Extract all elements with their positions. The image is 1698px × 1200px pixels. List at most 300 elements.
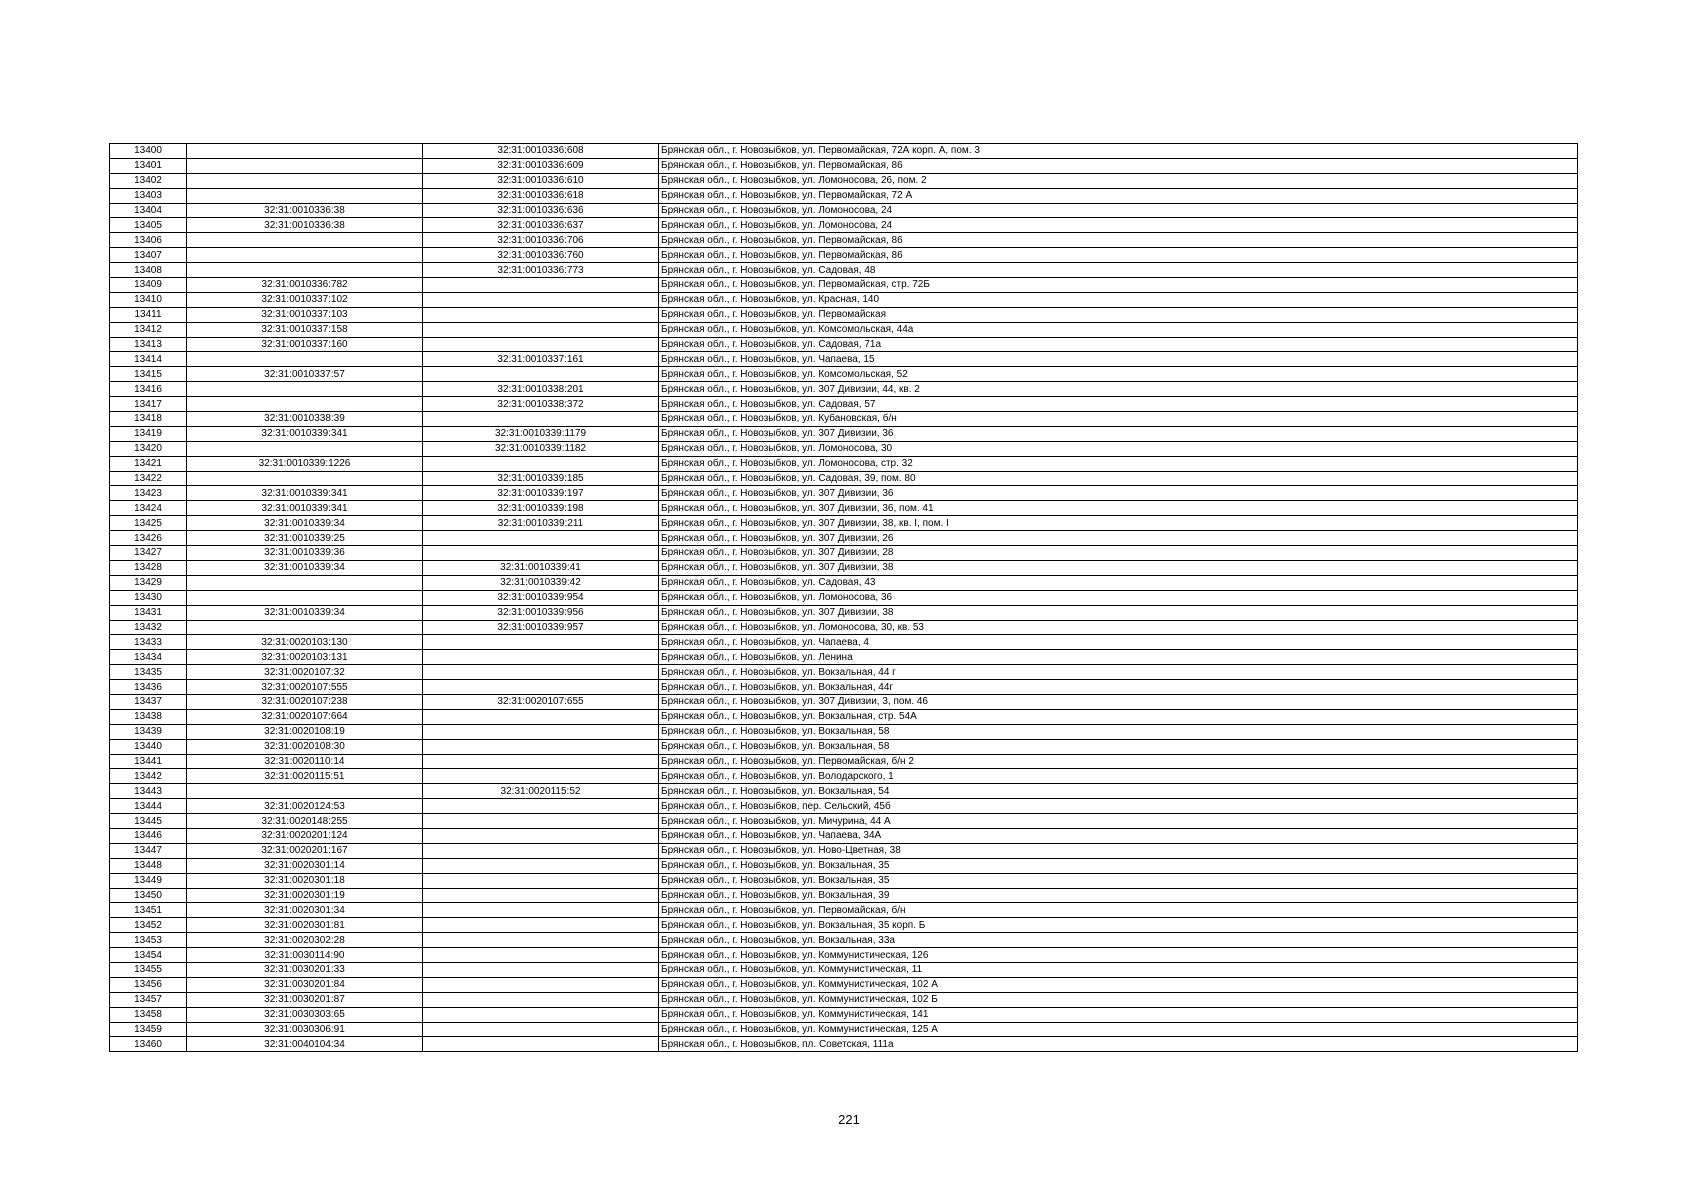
address-cell: Брянская обл., г. Новозыбков, ул. Первомайская, стр. 72Б bbox=[659, 278, 1578, 293]
address-cell: Брянская обл., г. Новозыбков, ул. Первомайская bbox=[659, 307, 1578, 322]
row-number-cell: 13421 bbox=[110, 456, 187, 471]
address-cell: Брянская обл., г. Новозыбков, ул. Вокзальная, 44 г bbox=[659, 665, 1578, 680]
object-cadastral-number-cell bbox=[423, 367, 659, 382]
cadastral-number-cell bbox=[187, 233, 423, 248]
cadastral-number-cell: 32:31:0010336:38 bbox=[187, 218, 423, 233]
cadastral-number-cell bbox=[187, 471, 423, 486]
address-cell: Брянская обл., г. Новозыбков, ул. Комсомольская, 44а bbox=[659, 322, 1578, 337]
cadastral-number-cell: 32:31:0020103:131 bbox=[187, 650, 423, 665]
object-cadastral-number-cell bbox=[423, 650, 659, 665]
table-row bbox=[110, 680, 1578, 695]
table-row bbox=[110, 531, 1578, 546]
cadastral-number-cell: 32:31:0020148:255 bbox=[187, 814, 423, 829]
table-row bbox=[110, 962, 1578, 977]
row-number-cell: 13455 bbox=[110, 962, 187, 977]
address-cell: Брянская обл., г. Новозыбков, ул. 307 Дивизии, 38, кв. I, пом. I bbox=[659, 516, 1578, 531]
row-number-cell: 13414 bbox=[110, 352, 187, 367]
object-cadastral-number-cell: 32:31:0010336:609 bbox=[423, 158, 659, 173]
address-cell: Брянская обл., г. Новозыбков, ул. Ломоносова, 24 bbox=[659, 203, 1578, 218]
table-row bbox=[110, 441, 1578, 456]
row-number-cell: 13448 bbox=[110, 858, 187, 873]
cadastral-number-cell: 32:31:0020301:34 bbox=[187, 903, 423, 918]
cadastral-number-cell: 32:31:0010339:1226 bbox=[187, 456, 423, 471]
address-cell: Брянская обл., г. Новозыбков, ул. Ново-Цветная, 38 bbox=[659, 843, 1578, 858]
cadastral-number-cell: 32:31:0010337:158 bbox=[187, 322, 423, 337]
address-cell: Брянская обл., г. Новозыбков, ул. 307 Дивизии, 36, пом. 41 bbox=[659, 501, 1578, 516]
address-cell: Брянская обл., г. Новозыбков, ул. Первомайская, 72А корп. А, пом. 3 bbox=[659, 144, 1578, 159]
table-row bbox=[110, 977, 1578, 992]
cadastral-number-cell: 32:31:0010339:341 bbox=[187, 486, 423, 501]
address-cell: Брянская обл., г. Новозыбков, ул. Вокзальная, 35 bbox=[659, 873, 1578, 888]
row-number-cell: 13410 bbox=[110, 292, 187, 307]
address-cell: Брянская обл., г. Новозыбков, ул. Первомайская, б/н 2 bbox=[659, 754, 1578, 769]
cadastral-number-cell bbox=[187, 144, 423, 159]
row-number-cell: 13416 bbox=[110, 382, 187, 397]
table-row bbox=[110, 724, 1578, 739]
object-cadastral-number-cell bbox=[423, 307, 659, 322]
cadastral-number-cell bbox=[187, 784, 423, 799]
object-cadastral-number-cell: 32:31:0010339:185 bbox=[423, 471, 659, 486]
address-cell: Брянская обл., г. Новозыбков, ул. Ломоносова, стр. 32 bbox=[659, 456, 1578, 471]
cadastral-number-cell: 32:31:0020301:14 bbox=[187, 858, 423, 873]
object-cadastral-number-cell bbox=[423, 546, 659, 561]
cadastral-number-cell: 32:31:0010336:782 bbox=[187, 278, 423, 293]
table-row bbox=[110, 263, 1578, 278]
row-number-cell: 13430 bbox=[110, 590, 187, 605]
address-cell: Брянская обл., г. Новозыбков, ул. Коммунистическая, 11 bbox=[659, 962, 1578, 977]
table-row bbox=[110, 992, 1578, 1007]
address-cell: Брянская обл., г. Новозыбков, ул. Коммунистическая, 126 bbox=[659, 948, 1578, 963]
cadastral-number-cell: 32:31:0020108:19 bbox=[187, 724, 423, 739]
address-cell: Брянская обл., г. Новозыбков, ул. 307 Дивизии, 38 bbox=[659, 560, 1578, 575]
row-number-cell: 13459 bbox=[110, 1022, 187, 1037]
object-cadastral-number-cell bbox=[423, 278, 659, 293]
table-row bbox=[110, 1007, 1578, 1022]
cadastral-number-cell: 32:31:0020201:167 bbox=[187, 843, 423, 858]
table-row bbox=[110, 560, 1578, 575]
row-number-cell: 13433 bbox=[110, 635, 187, 650]
object-cadastral-number-cell bbox=[423, 739, 659, 754]
address-cell: Брянская обл., г. Новозыбков, ул. Первомайская, 86 bbox=[659, 248, 1578, 263]
cadastral-number-cell: 32:31:0020107:664 bbox=[187, 709, 423, 724]
object-cadastral-number-cell: 32:31:0010339:956 bbox=[423, 605, 659, 620]
object-cadastral-number-cell: 32:31:0010339:197 bbox=[423, 486, 659, 501]
cadastral-number-cell: 32:31:0030201:87 bbox=[187, 992, 423, 1007]
table-row bbox=[110, 218, 1578, 233]
object-cadastral-number-cell: 32:31:0010339:1182 bbox=[423, 441, 659, 456]
row-number-cell: 13420 bbox=[110, 441, 187, 456]
address-cell: Брянская обл., г. Новозыбков, ул. Ломоносова, 36 bbox=[659, 590, 1578, 605]
object-cadastral-number-cell bbox=[423, 337, 659, 352]
cadastral-number-cell: 32:31:0010339:341 bbox=[187, 426, 423, 441]
object-cadastral-number-cell bbox=[423, 665, 659, 680]
row-number-cell: 13451 bbox=[110, 903, 187, 918]
cadastral-number-cell: 32:31:0010338:39 bbox=[187, 412, 423, 427]
address-cell: Брянская обл., г. Новозыбков, ул. Вокзальная, 35 корп. Б bbox=[659, 918, 1578, 933]
row-number-cell: 13408 bbox=[110, 263, 187, 278]
cadastral-number-cell: 32:31:0020201:124 bbox=[187, 828, 423, 843]
object-cadastral-number-cell bbox=[423, 322, 659, 337]
table-row bbox=[110, 292, 1578, 307]
cadastral-number-cell: 32:31:0020115:51 bbox=[187, 769, 423, 784]
cadastral-number-cell: 32:31:0020110:14 bbox=[187, 754, 423, 769]
address-cell: Брянская обл., г. Новозыбков, ул. Коммунистическая, 125 А bbox=[659, 1022, 1578, 1037]
cadastral-number-cell: 32:31:0040104:34 bbox=[187, 1037, 423, 1052]
cadastral-number-cell bbox=[187, 575, 423, 590]
object-cadastral-number-cell: 32:31:0010339:957 bbox=[423, 620, 659, 635]
table-row bbox=[110, 918, 1578, 933]
cadastral-number-cell: 32:31:0020108:30 bbox=[187, 739, 423, 754]
object-cadastral-number-cell: 32:31:0010336:618 bbox=[423, 188, 659, 203]
row-number-cell: 13417 bbox=[110, 397, 187, 412]
row-number-cell: 13401 bbox=[110, 158, 187, 173]
row-number-cell: 13450 bbox=[110, 888, 187, 903]
row-number-cell: 13411 bbox=[110, 307, 187, 322]
row-number-cell: 13404 bbox=[110, 203, 187, 218]
table-row bbox=[110, 158, 1578, 173]
address-cell: Брянская обл., г. Новозыбков, ул. Первомайская, 86 bbox=[659, 233, 1578, 248]
address-cell: Брянская обл., г. Новозыбков, ул. Первомайская, 86 bbox=[659, 158, 1578, 173]
address-cell: Брянская обл., г. Новозыбков, ул. Вокзальная, 54 bbox=[659, 784, 1578, 799]
object-cadastral-number-cell: 32:31:0010339:211 bbox=[423, 516, 659, 531]
row-number-cell: 13456 bbox=[110, 977, 187, 992]
cadastral-number-cell: 32:31:0020302:28 bbox=[187, 933, 423, 948]
table-row bbox=[110, 635, 1578, 650]
object-cadastral-number-cell bbox=[423, 680, 659, 695]
address-cell: Брянская обл., г. Новозыбков, ул. Садовая, 39, пом. 80 bbox=[659, 471, 1578, 486]
table-row bbox=[110, 382, 1578, 397]
address-cell: Брянская обл., г. Новозыбков, ул. Ленина bbox=[659, 650, 1578, 665]
object-cadastral-number-cell bbox=[423, 903, 659, 918]
row-number-cell: 13419 bbox=[110, 426, 187, 441]
object-cadastral-number-cell: 32:31:0010339:954 bbox=[423, 590, 659, 605]
table-row bbox=[110, 933, 1578, 948]
address-cell: Брянская обл., г. Новозыбков, ул. Мичурина, 44 А bbox=[659, 814, 1578, 829]
table-row bbox=[110, 754, 1578, 769]
cadastral-number-cell bbox=[187, 173, 423, 188]
address-cell: Брянская обл., г. Новозыбков, ул. Вокзальная, 33а bbox=[659, 933, 1578, 948]
row-number-cell: 13412 bbox=[110, 322, 187, 337]
object-cadastral-number-cell bbox=[423, 709, 659, 724]
object-cadastral-number-cell: 32:31:0020107:655 bbox=[423, 694, 659, 709]
address-cell: Брянская обл., г. Новозыбков, ул. 307 Дивизии, 36 bbox=[659, 486, 1578, 501]
cadastral-number-cell: 32:31:0020124:53 bbox=[187, 799, 423, 814]
object-cadastral-number-cell bbox=[423, 858, 659, 873]
cadastral-number-cell: 32:31:0030306:91 bbox=[187, 1022, 423, 1037]
cadastral-number-cell: 32:31:0030114:90 bbox=[187, 948, 423, 963]
row-number-cell: 13449 bbox=[110, 873, 187, 888]
table-row bbox=[110, 828, 1578, 843]
table-row bbox=[110, 650, 1578, 665]
table-row bbox=[110, 784, 1578, 799]
row-number-cell: 13445 bbox=[110, 814, 187, 829]
cadastral-number-cell: 32:31:0010337:160 bbox=[187, 337, 423, 352]
cadastral-number-cell: 32:31:0020301:18 bbox=[187, 873, 423, 888]
row-number-cell: 13454 bbox=[110, 948, 187, 963]
address-cell: Брянская обл., г. Новозыбков, ул. Кубановская, б/н bbox=[659, 412, 1578, 427]
address-cell: Брянская обл., г. Новозыбков, ул. Ломоносова, 24 bbox=[659, 218, 1578, 233]
table-row bbox=[110, 397, 1578, 412]
row-number-cell: 13457 bbox=[110, 992, 187, 1007]
address-cell: Брянская обл., г. Новозыбков, ул. Володарского, 1 bbox=[659, 769, 1578, 784]
table-row bbox=[110, 352, 1578, 367]
table-row bbox=[110, 575, 1578, 590]
address-cell: Брянская обл., г. Новозыбков, ул. Вокзальная, 39 bbox=[659, 888, 1578, 903]
object-cadastral-number-cell bbox=[423, 843, 659, 858]
table-row bbox=[110, 814, 1578, 829]
row-number-cell: 13458 bbox=[110, 1007, 187, 1022]
cadastral-number-cell: 32:31:0010339:34 bbox=[187, 560, 423, 575]
object-cadastral-number-cell: 32:31:0010339:198 bbox=[423, 501, 659, 516]
object-cadastral-number-cell bbox=[423, 828, 659, 843]
row-number-cell: 13436 bbox=[110, 680, 187, 695]
object-cadastral-number-cell: 32:31:0010338:201 bbox=[423, 382, 659, 397]
row-number-cell: 13409 bbox=[110, 278, 187, 293]
cadastral-number-cell: 32:31:0020301:19 bbox=[187, 888, 423, 903]
object-cadastral-number-cell bbox=[423, 814, 659, 829]
table-row bbox=[110, 307, 1578, 322]
table-row bbox=[110, 1037, 1578, 1052]
table-row bbox=[110, 412, 1578, 427]
cadastral-number-cell bbox=[187, 620, 423, 635]
cadastral-number-cell bbox=[187, 352, 423, 367]
object-cadastral-number-cell bbox=[423, 992, 659, 1007]
address-cell: Брянская обл., г. Новозыбков, ул. 307 Дивизии, 26 bbox=[659, 531, 1578, 546]
object-cadastral-number-cell bbox=[423, 918, 659, 933]
cadastral-number-cell: 32:31:0020107:555 bbox=[187, 680, 423, 695]
cadastral-number-cell: 32:31:0030201:33 bbox=[187, 962, 423, 977]
row-number-cell: 13440 bbox=[110, 739, 187, 754]
row-number-cell: 13413 bbox=[110, 337, 187, 352]
row-number-cell: 13418 bbox=[110, 412, 187, 427]
table-row bbox=[110, 426, 1578, 441]
cadastral-number-cell: 32:31:0010339:341 bbox=[187, 501, 423, 516]
row-number-cell: 13415 bbox=[110, 367, 187, 382]
cadastral-number-cell: 32:31:0020103:130 bbox=[187, 635, 423, 650]
cadastral-number-cell bbox=[187, 397, 423, 412]
cadastral-number-cell bbox=[187, 382, 423, 397]
object-cadastral-number-cell bbox=[423, 635, 659, 650]
table-row bbox=[110, 173, 1578, 188]
cadastral-number-cell bbox=[187, 158, 423, 173]
address-cell: Брянская обл., г. Новозыбков, ул. Садовая, 43 bbox=[659, 575, 1578, 590]
cadastral-number-cell: 32:31:0010337:102 bbox=[187, 292, 423, 307]
address-cell: Брянская обл., г. Новозыбков, ул. Первомайская, 72 А bbox=[659, 188, 1578, 203]
object-cadastral-number-cell: 32:31:0010336:760 bbox=[423, 248, 659, 263]
cadastral-number-cell: 32:31:0010337:57 bbox=[187, 367, 423, 382]
cadastral-number-cell: 32:31:0030303:65 bbox=[187, 1007, 423, 1022]
table-row bbox=[110, 709, 1578, 724]
row-number-cell: 13428 bbox=[110, 560, 187, 575]
table-row bbox=[110, 873, 1578, 888]
table-row bbox=[110, 248, 1578, 263]
object-cadastral-number-cell: 32:31:0010339:42 bbox=[423, 575, 659, 590]
table-row bbox=[110, 471, 1578, 486]
object-cadastral-number-cell bbox=[423, 1007, 659, 1022]
address-cell: Брянская обл., г. Новозыбков, ул. Вокзальная, 58 bbox=[659, 739, 1578, 754]
object-cadastral-number-cell bbox=[423, 977, 659, 992]
address-cell: Брянская обл., г. Новозыбков, ул. Вокзальная, стр. 54А bbox=[659, 709, 1578, 724]
object-cadastral-number-cell bbox=[423, 799, 659, 814]
address-cell: Брянская обл., г. Новозыбков, ул. Садовая, 71а bbox=[659, 337, 1578, 352]
address-cell: Брянская обл., г. Новозыбков, ул. Комсомольская, 52 bbox=[659, 367, 1578, 382]
address-cell: Брянская обл., г. Новозыбков, ул. 307 Дивизии, 36 bbox=[659, 426, 1578, 441]
cadastral-number-cell: 32:31:0010339:36 bbox=[187, 546, 423, 561]
table-row bbox=[110, 843, 1578, 858]
table-row bbox=[110, 546, 1578, 561]
table-row bbox=[110, 903, 1578, 918]
cadastral-number-cell: 32:31:0010337:103 bbox=[187, 307, 423, 322]
object-cadastral-number-cell: 32:31:0010338:372 bbox=[423, 397, 659, 412]
page-number: 221 bbox=[838, 1112, 860, 1127]
cadastral-number-cell bbox=[187, 188, 423, 203]
row-number-cell: 13439 bbox=[110, 724, 187, 739]
address-cell: Брянская обл., г. Новозыбков, ул. Ломоносова, 30 bbox=[659, 441, 1578, 456]
row-number-cell: 13446 bbox=[110, 828, 187, 843]
cadastral-table bbox=[109, 143, 1578, 1052]
address-cell: Брянская обл., г. Новозыбков, ул. Вокзальная, 44г bbox=[659, 680, 1578, 695]
address-cell: Брянская обл., г. Новозыбков, ул. Вокзальная, 58 bbox=[659, 724, 1578, 739]
table-body bbox=[110, 144, 1578, 1052]
table-row bbox=[110, 203, 1578, 218]
object-cadastral-number-cell: 32:31:0010336:706 bbox=[423, 233, 659, 248]
table-row bbox=[110, 858, 1578, 873]
table-row bbox=[110, 501, 1578, 516]
object-cadastral-number-cell: 32:31:0010336:610 bbox=[423, 173, 659, 188]
cadastral-number-cell: 32:31:0010336:38 bbox=[187, 203, 423, 218]
table-row bbox=[110, 665, 1578, 680]
address-cell: Брянская обл., г. Новозыбков, ул. 307 Дивизии, 3, пом. 46 bbox=[659, 694, 1578, 709]
table-row bbox=[110, 516, 1578, 531]
row-number-cell: 13447 bbox=[110, 843, 187, 858]
row-number-cell: 13452 bbox=[110, 918, 187, 933]
address-cell: Брянская обл., г. Новозыбков, ул. Ломоносова, 30, кв. 53 bbox=[659, 620, 1578, 635]
row-number-cell: 13427 bbox=[110, 546, 187, 561]
table-row bbox=[110, 456, 1578, 471]
cadastral-number-cell: 32:31:0020107:238 bbox=[187, 694, 423, 709]
table-row bbox=[110, 322, 1578, 337]
object-cadastral-number-cell bbox=[423, 1022, 659, 1037]
cadastral-number-cell: 32:31:0030201:84 bbox=[187, 977, 423, 992]
table-row bbox=[110, 799, 1578, 814]
address-cell: Брянская обл., г. Новозыбков, ул. Чапаева, 4 bbox=[659, 635, 1578, 650]
cadastral-number-cell: 32:31:0010339:25 bbox=[187, 531, 423, 546]
row-number-cell: 13443 bbox=[110, 784, 187, 799]
cadastral-number-cell: 32:31:0020107:32 bbox=[187, 665, 423, 680]
row-number-cell: 13435 bbox=[110, 665, 187, 680]
row-number-cell: 13453 bbox=[110, 933, 187, 948]
table-row bbox=[110, 739, 1578, 754]
object-cadastral-number-cell bbox=[423, 873, 659, 888]
table-row bbox=[110, 188, 1578, 203]
object-cadastral-number-cell: 32:31:0010336:637 bbox=[423, 218, 659, 233]
row-number-cell: 13437 bbox=[110, 694, 187, 709]
cadastral-number-cell bbox=[187, 248, 423, 263]
row-number-cell: 13422 bbox=[110, 471, 187, 486]
object-cadastral-number-cell: 32:31:0020115:52 bbox=[423, 784, 659, 799]
object-cadastral-number-cell bbox=[423, 531, 659, 546]
row-number-cell: 13434 bbox=[110, 650, 187, 665]
table-row bbox=[110, 144, 1578, 159]
object-cadastral-number-cell bbox=[423, 948, 659, 963]
table-row bbox=[110, 486, 1578, 501]
object-cadastral-number-cell bbox=[423, 1037, 659, 1052]
address-cell: Брянская обл., г. Новозыбков, пер. Сельский, 45б bbox=[659, 799, 1578, 814]
row-number-cell: 13423 bbox=[110, 486, 187, 501]
row-number-cell: 13405 bbox=[110, 218, 187, 233]
object-cadastral-number-cell bbox=[423, 933, 659, 948]
table-row bbox=[110, 590, 1578, 605]
row-number-cell: 13402 bbox=[110, 173, 187, 188]
row-number-cell: 13460 bbox=[110, 1037, 187, 1052]
address-cell: Брянская обл., г. Новозыбков, ул. Ломоносова, 26, пом. 2 bbox=[659, 173, 1578, 188]
object-cadastral-number-cell: 32:31:0010339:41 bbox=[423, 560, 659, 575]
object-cadastral-number-cell: 32:31:0010336:773 bbox=[423, 263, 659, 278]
row-number-cell: 13406 bbox=[110, 233, 187, 248]
row-number-cell: 13424 bbox=[110, 501, 187, 516]
object-cadastral-number-cell bbox=[423, 292, 659, 307]
address-cell: Брянская обл., г. Новозыбков, ул. Красная, 140 bbox=[659, 292, 1578, 307]
cadastral-number-cell bbox=[187, 263, 423, 278]
cadastral-number-cell: 32:31:0020301:81 bbox=[187, 918, 423, 933]
row-number-cell: 13426 bbox=[110, 531, 187, 546]
row-number-cell: 13429 bbox=[110, 575, 187, 590]
cadastral-number-cell bbox=[187, 441, 423, 456]
object-cadastral-number-cell bbox=[423, 724, 659, 739]
address-cell: Брянская обл., г. Новозыбков, ул. 307 Дивизии, 44, кв. 2 bbox=[659, 382, 1578, 397]
address-cell: Брянская обл., г. Новозыбков, ул. Садовая, 57 bbox=[659, 397, 1578, 412]
row-number-cell: 13441 bbox=[110, 754, 187, 769]
table-row bbox=[110, 694, 1578, 709]
address-cell: Брянская обл., г. Новозыбков, ул. 307 Дивизии, 28 bbox=[659, 546, 1578, 561]
table-row bbox=[110, 1022, 1578, 1037]
table-row bbox=[110, 620, 1578, 635]
row-number-cell: 13431 bbox=[110, 605, 187, 620]
object-cadastral-number-cell: 32:31:0010337:161 bbox=[423, 352, 659, 367]
cadastral-number-cell bbox=[187, 590, 423, 605]
table-row bbox=[110, 769, 1578, 784]
row-number-cell: 13403 bbox=[110, 188, 187, 203]
row-number-cell: 13438 bbox=[110, 709, 187, 724]
object-cadastral-number-cell: 32:31:0010339:1179 bbox=[423, 426, 659, 441]
cadastral-number-cell: 32:31:0010339:34 bbox=[187, 605, 423, 620]
address-cell: Брянская обл., г. Новозыбков, ул. Коммунистическая, 141 bbox=[659, 1007, 1578, 1022]
address-cell: Брянская обл., г. Новозыбков, ул. Вокзальная, 35 bbox=[659, 858, 1578, 873]
object-cadastral-number-cell bbox=[423, 412, 659, 427]
object-cadastral-number-cell bbox=[423, 962, 659, 977]
table-row bbox=[110, 337, 1578, 352]
address-cell: Брянская обл., г. Новозыбков, ул. Первомайская, б/н bbox=[659, 903, 1578, 918]
address-cell: Брянская обл., г. Новозыбков, пл. Советская, 111а bbox=[659, 1037, 1578, 1052]
object-cadastral-number-cell bbox=[423, 456, 659, 471]
table-row bbox=[110, 948, 1578, 963]
row-number-cell: 13400 bbox=[110, 144, 187, 159]
object-cadastral-number-cell bbox=[423, 769, 659, 784]
address-cell: Брянская обл., г. Новозыбков, ул. Коммунистическая, 102 А bbox=[659, 977, 1578, 992]
object-cadastral-number-cell bbox=[423, 888, 659, 903]
row-number-cell: 13432 bbox=[110, 620, 187, 635]
address-cell: Брянская обл., г. Новозыбков, ул. Коммунистическая, 102 Б bbox=[659, 992, 1578, 1007]
object-cadastral-number-cell bbox=[423, 754, 659, 769]
address-cell: Брянская обл., г. Новозыбков, ул. Чапаева, 34А bbox=[659, 828, 1578, 843]
table-row bbox=[110, 278, 1578, 293]
address-cell: Брянская обл., г. Новозыбков, ул. Садовая, 48 bbox=[659, 263, 1578, 278]
row-number-cell: 13425 bbox=[110, 516, 187, 531]
table-row bbox=[110, 605, 1578, 620]
object-cadastral-number-cell: 32:31:0010336:636 bbox=[423, 203, 659, 218]
table-row bbox=[110, 367, 1578, 382]
address-cell: Брянская обл., г. Новозыбков, ул. 307 Дивизии, 38 bbox=[659, 605, 1578, 620]
